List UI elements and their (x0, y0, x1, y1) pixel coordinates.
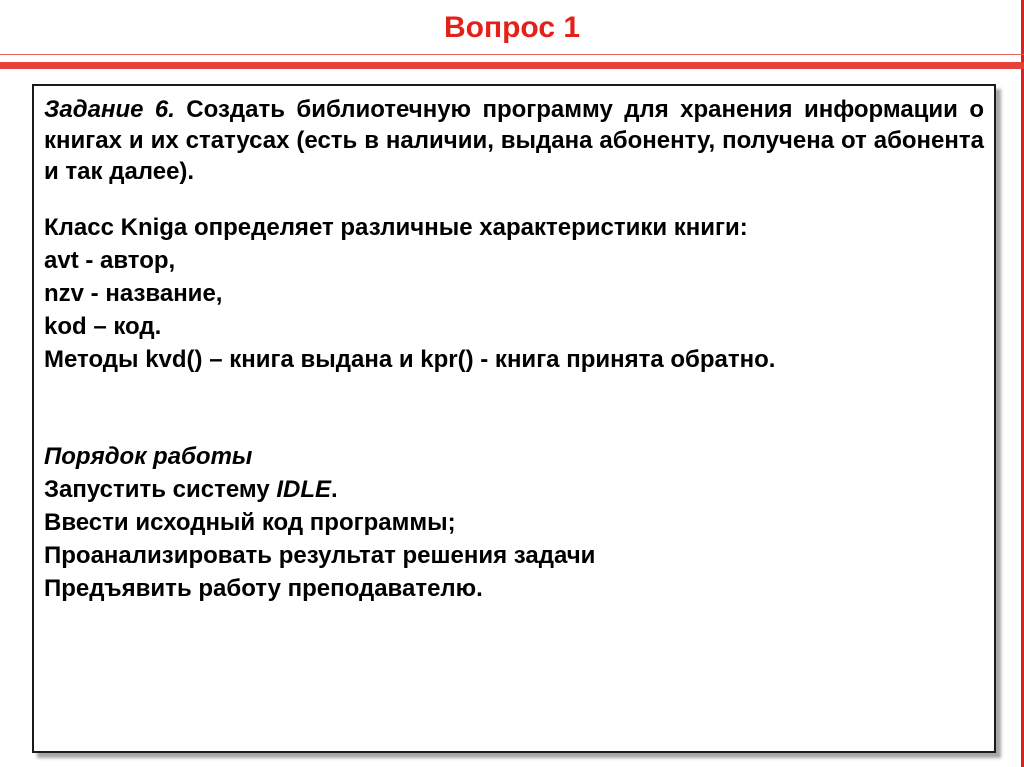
class-intro: Класс Kniga определяет различные характеристики книги: (44, 214, 748, 241)
task-text: Создать библиотечную программу для хранения информации о книгах и их статусах (есть в наличии, выдана абоненту, получена от абонента и так далее). (44, 96, 985, 185)
step1-suffix: . (331, 476, 338, 503)
content-box (32, 84, 996, 753)
procedure-step-3: Проанализировать результат решения задачи (44, 542, 596, 569)
spacer (44, 376, 984, 440)
procedure-step-1 (44, 473, 984, 506)
title-thin-rule (0, 54, 1024, 55)
procedure-heading: Порядок работы (44, 443, 253, 470)
field-nzv: nzv - название, (44, 280, 223, 307)
procedure-step-4: Предъявить работу преподавателю. (44, 575, 483, 602)
slide-title: Вопрос 1 (443, 11, 581, 44)
step1-idle: IDLE (276, 476, 332, 503)
task-paragraph (44, 94, 984, 187)
procedure-step-2: Ввести исходный код программы; (44, 509, 456, 536)
field-avt: avt - автор, (44, 247, 176, 274)
task-label: Задание 6. (44, 96, 175, 123)
title-thick-rule (0, 62, 1024, 69)
methods-line: Методы kvd() – книга выдана и kpr() - книга принята обратно. (44, 346, 776, 373)
step1-prefix: Запустить систему (44, 476, 277, 503)
spacer (44, 187, 984, 211)
field-kod: kod – код. (44, 313, 162, 340)
